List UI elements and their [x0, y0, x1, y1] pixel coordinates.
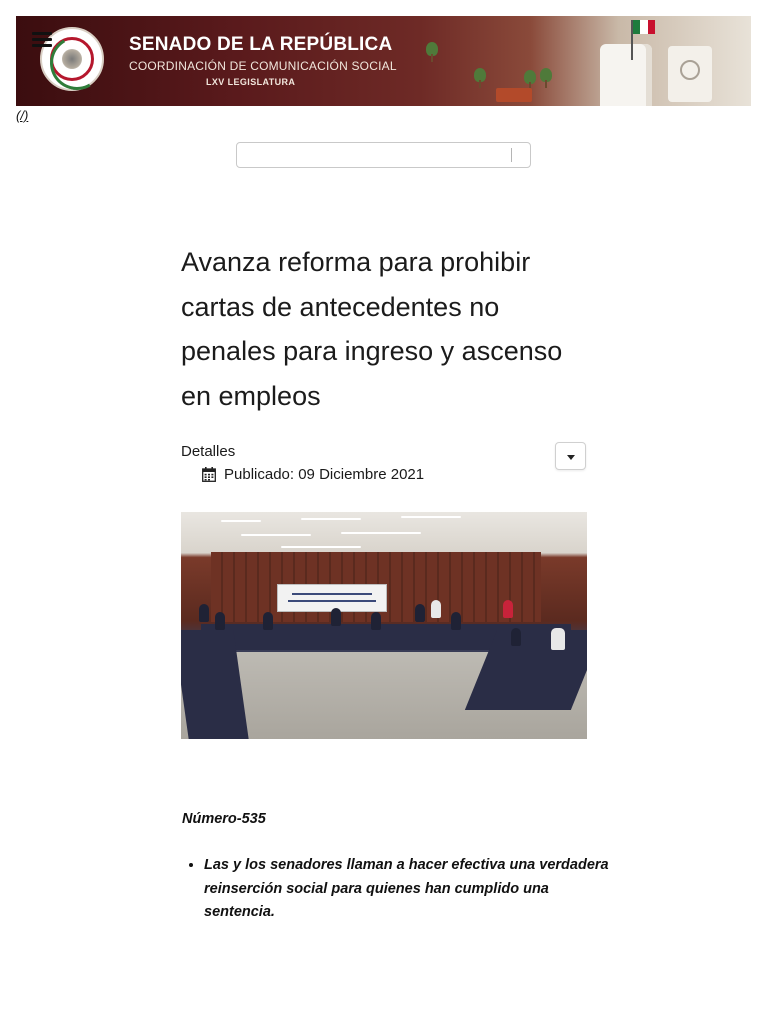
tree-decoration [540, 68, 552, 82]
tree-decoration [474, 68, 486, 82]
person [371, 612, 381, 630]
podium-decoration [600, 44, 652, 106]
details-label: Detalles [181, 443, 236, 460]
person [551, 628, 565, 650]
legislature-label: LXV LEGISLATURA [206, 77, 296, 87]
article-photo [181, 512, 587, 739]
seal-podium-decoration [668, 46, 712, 102]
mexico-flag-icon [633, 20, 655, 34]
person [503, 600, 513, 618]
person [199, 604, 209, 622]
building-decoration [496, 88, 532, 102]
ceiling-light [221, 520, 261, 522]
person [215, 612, 225, 630]
caret-down-icon [567, 455, 575, 460]
session-sign [277, 584, 387, 612]
ceiling-light [401, 516, 461, 518]
search-input[interactable] [241, 146, 513, 166]
ceiling-light [281, 546, 361, 548]
summary-bullet: • Las y los senadores llaman a hacer efectiva una verdadera reinserción social para quienes han cumplido una sentencia. [204, 854, 614, 925]
header-banner [16, 16, 751, 106]
person [263, 612, 273, 630]
ceiling-light [241, 534, 311, 536]
site-subtitle: COORDINACIÓN DE COMUNICACIÓN SOCIAL [129, 59, 397, 73]
article-title: Avanza reforma para prohibir cartas de antecedentes no penales para ingreso y ascenso en empleos [181, 247, 563, 411]
home-link[interactable]: (/) [16, 108, 29, 123]
ceiling-light [301, 518, 361, 520]
hamburger-menu-icon[interactable] [32, 32, 52, 48]
person [431, 600, 441, 618]
person [331, 608, 341, 626]
person [511, 628, 521, 646]
search-divider [511, 148, 512, 162]
site-title: SENADO DE LA REPÚBLICA [129, 34, 393, 55]
published-date: Publicado: 09 Diciembre 2021 [224, 466, 425, 483]
search-box[interactable] [236, 142, 531, 168]
person [415, 604, 425, 622]
tree-decoration [426, 42, 438, 56]
article-options-dropdown-button[interactable] [555, 442, 586, 470]
summary-bullets [182, 854, 614, 925]
calendar-icon [202, 467, 216, 482]
tree-decoration [524, 70, 536, 84]
published-info [202, 466, 424, 483]
ceiling-light [341, 532, 421, 534]
person [451, 612, 461, 630]
release-number: Número-535 [182, 811, 266, 827]
